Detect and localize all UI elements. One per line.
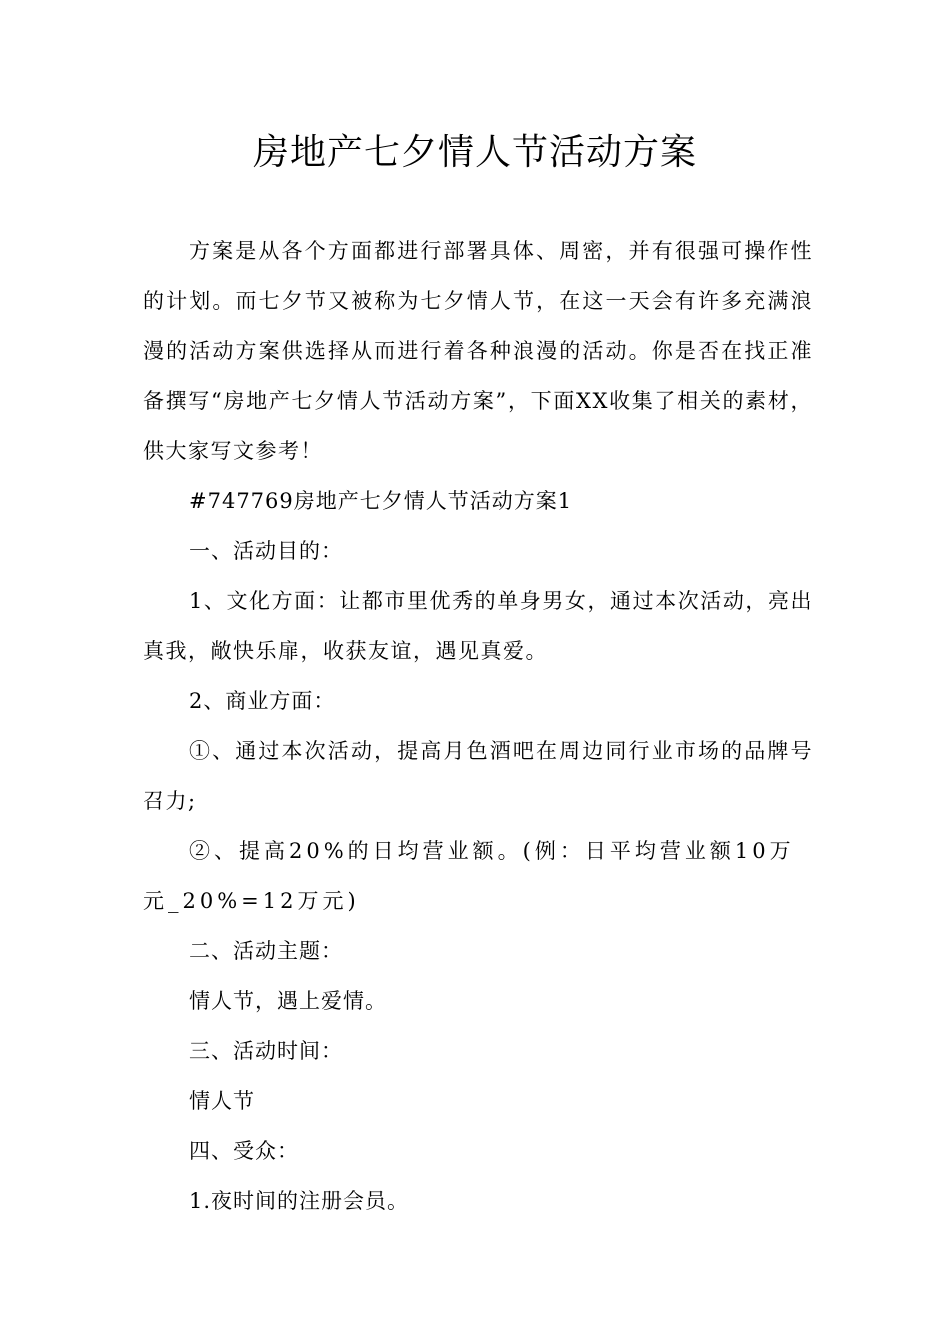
theme-text: 情人节，遇上爱情。 <box>189 989 387 1013</box>
time-text: 情人节 <box>189 1089 255 1113</box>
document-title: 房地产七夕情人节活动方案 <box>252 132 697 173</box>
document-body <box>143 226 813 1226</box>
theme-heading: 二、活动主题： <box>189 939 343 963</box>
purpose-heading: 一、活动目的： <box>189 539 343 563</box>
time-heading: 三、活动时间： <box>189 1039 343 1063</box>
audience-heading: 四、受众： <box>189 1139 299 1163</box>
purpose-business-heading: 2、商业方面： <box>189 689 336 713</box>
business-item-1: ①、通过本次活动，提高月色酒吧在周边同行业市场的品牌号召力; <box>143 739 813 813</box>
section-heading: #747769房地产七夕情人节活动方案1 <box>189 489 573 513</box>
audience-item-1: 1.夜时间的注册会员。 <box>189 1189 410 1213</box>
intro-paragraph: 方案是从各个方面都进行部署具体、周密，并有很强可操作性的计划。而七夕节又被称为七夕情人节，在这一天会有许多充满浪漫的活动方案供选择从而进行着各种浪漫的活动。你是否在找正准备撰写“房地产七夕情人节活动方案”，下面XX收集了相关的素材，供大家写文参考！ <box>143 239 813 463</box>
purpose-culture-paragraph: 1、文化方面：让都市里优秀的单身男女，通过本次活动，亮出真我，敞快乐扉，收获友谊，遇见真爱。 <box>143 589 813 663</box>
business-item-2: ②、提高20%的日均营业额。(例：日平均营业额10万元_20%=12万元) <box>143 839 795 913</box>
